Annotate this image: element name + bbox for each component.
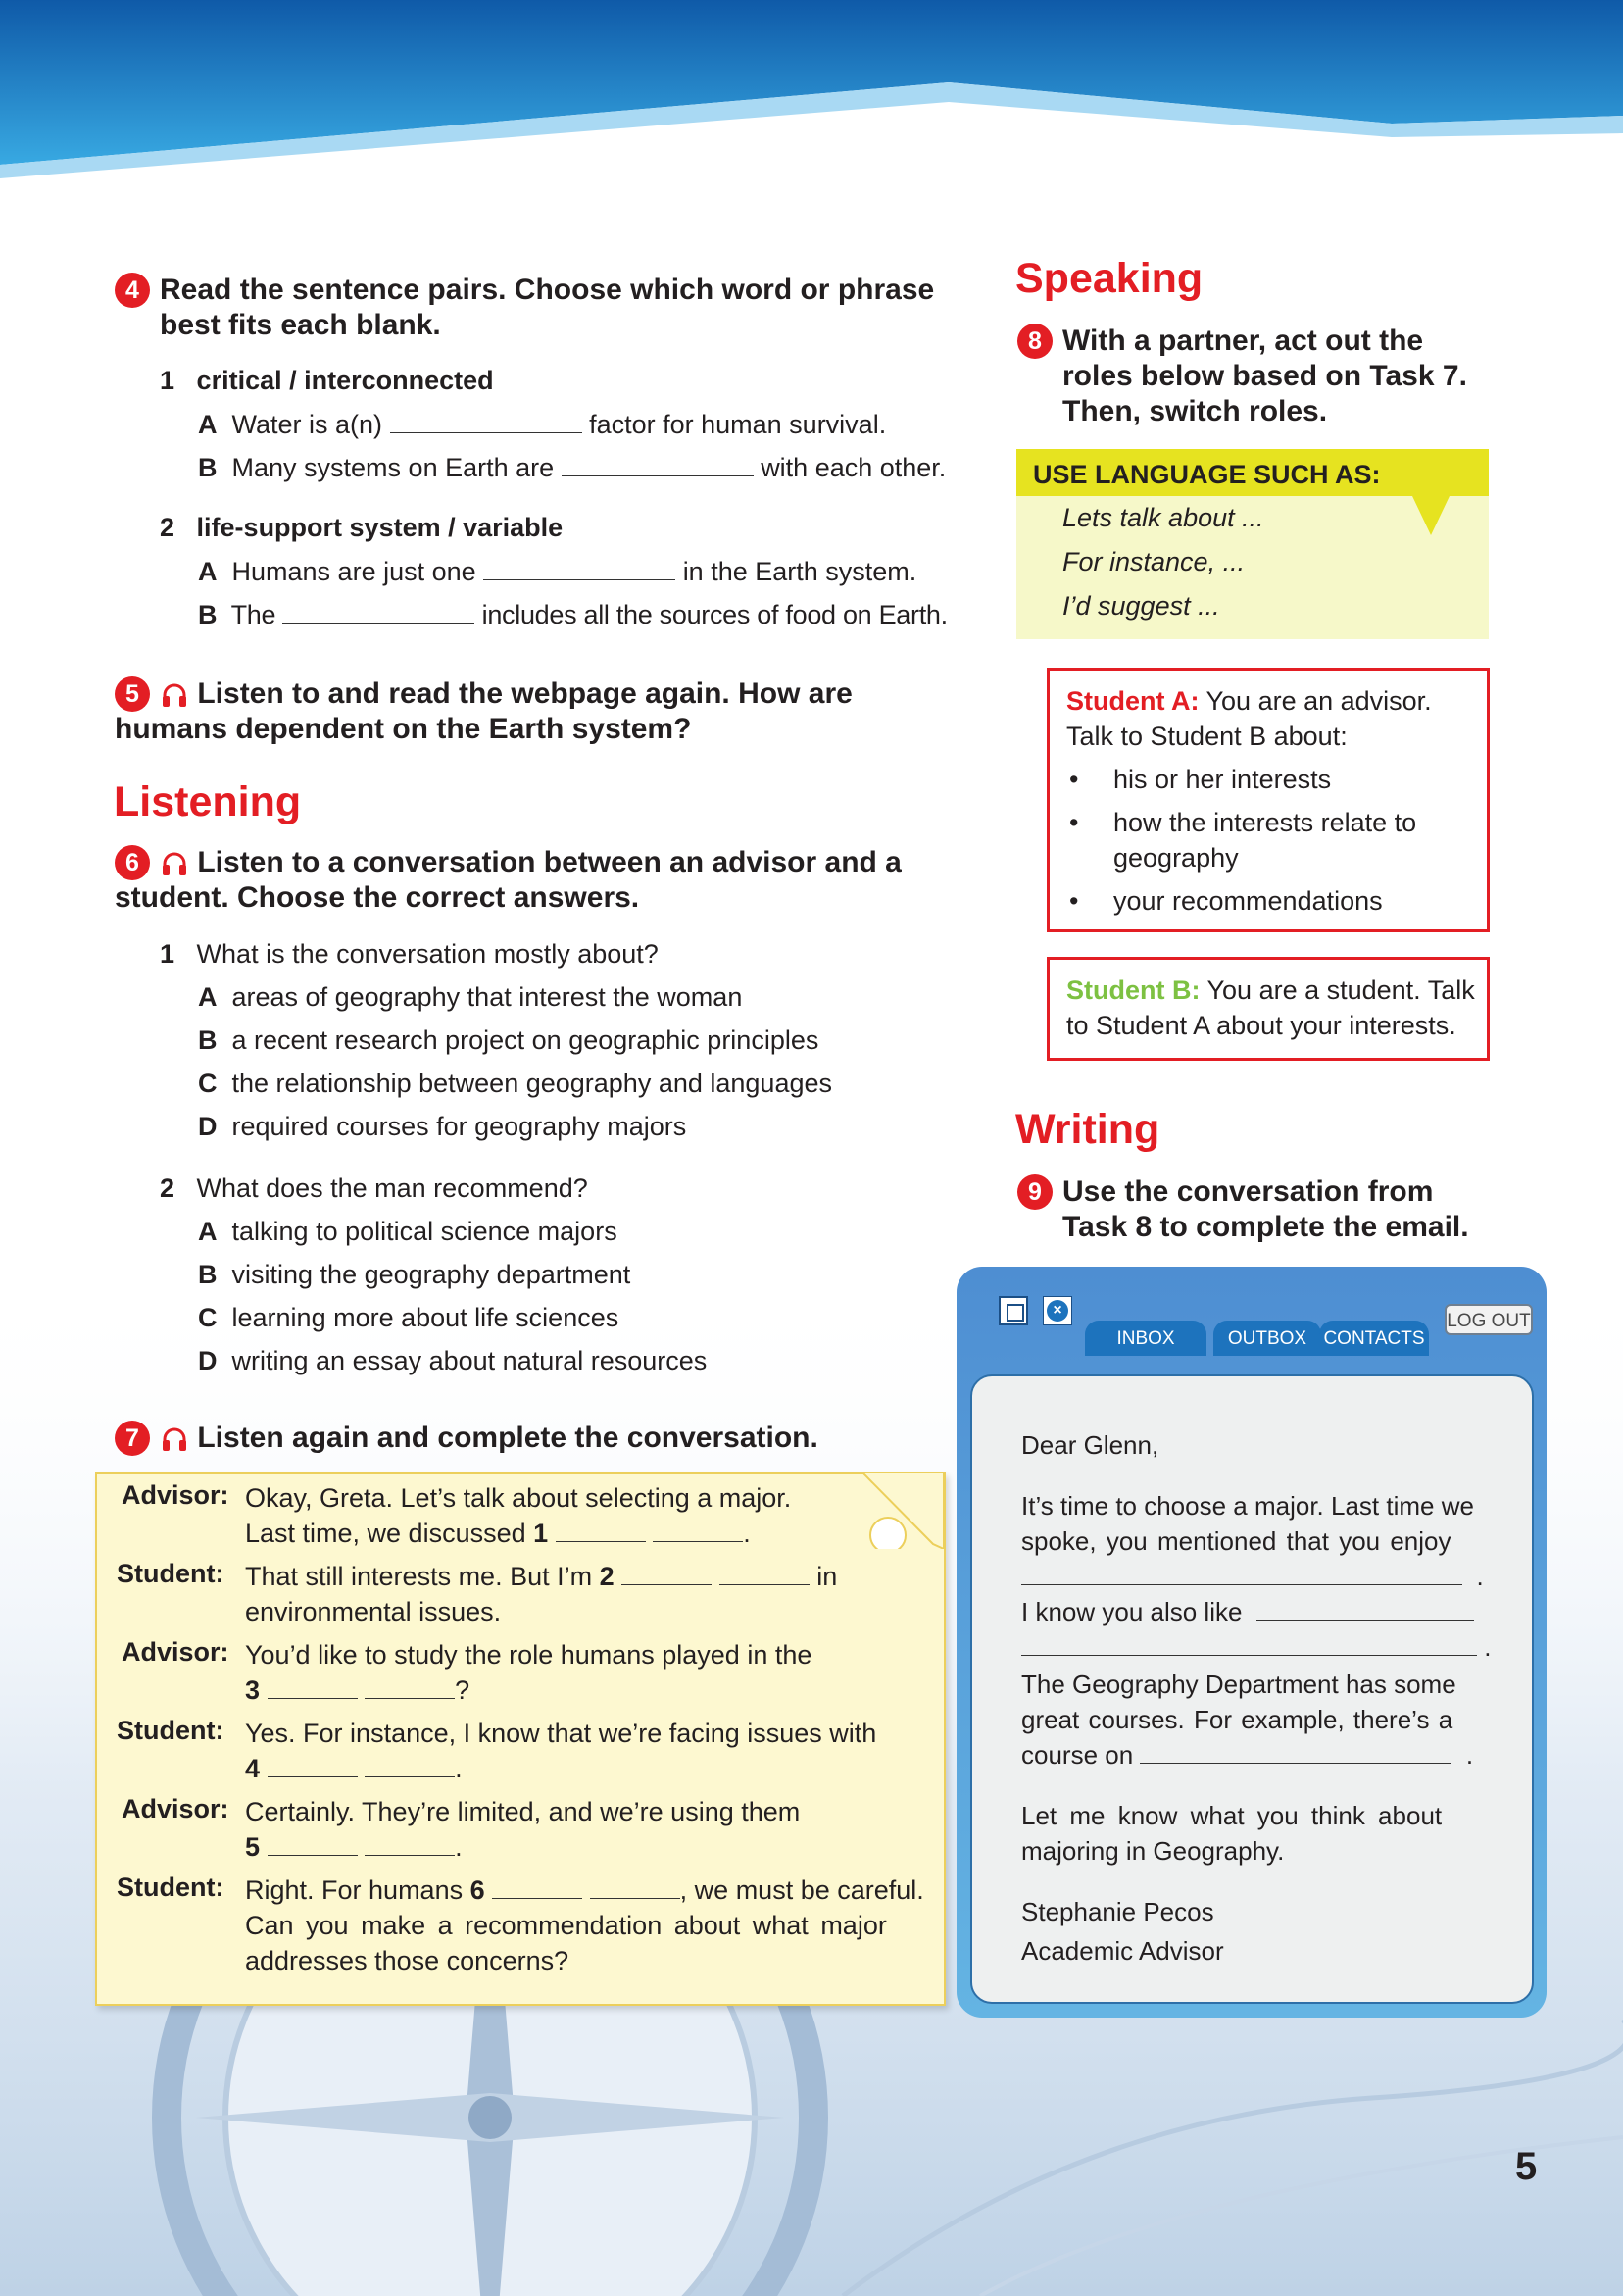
task-5-instruction xyxy=(115,676,958,747)
conversation-line: You’d like to study the role humans played in the xyxy=(245,1640,812,1670)
close-icon[interactable]: × xyxy=(1043,1296,1072,1325)
task-6-question-2: 2 What does the man recommend? xyxy=(160,1173,588,1203)
speaker-label: Advisor: xyxy=(122,1794,229,1823)
useful-phrase: I’d suggest ... xyxy=(1062,591,1220,621)
task-number-badge: 8 xyxy=(1017,324,1053,359)
answer-blank[interactable] xyxy=(365,1831,455,1856)
email-greeting: Dear Glenn, xyxy=(1021,1430,1159,1460)
email-signature-name: Stephanie Pecos xyxy=(1021,1897,1214,1926)
email-line: . xyxy=(1021,1629,1491,1665)
email-line: The Geography Department has some xyxy=(1021,1670,1456,1699)
useful-phrase: Lets talk about ... xyxy=(1062,503,1264,532)
task-number-badge: 5 xyxy=(115,676,150,712)
email-signature-title: Academic Advisor xyxy=(1021,1936,1224,1966)
answer-blank[interactable] xyxy=(621,1561,712,1585)
conversation-line: Can you make a recommendation about what major xyxy=(245,1911,887,1940)
task-6-q2-option-b[interactable]: B visiting the geography department xyxy=(198,1260,631,1289)
conversation-line: That still interests me. But I’m 2 in xyxy=(245,1562,838,1591)
task-6-q2-option-d[interactable]: D writing an essay about natural resources xyxy=(198,1346,708,1375)
useful-phrase: For instance, ... xyxy=(1062,547,1246,576)
conversation-line: Okay, Greta. Let’s talk about selecting a major. xyxy=(245,1483,792,1513)
answer-blank[interactable] xyxy=(653,1518,743,1542)
headphones-icon xyxy=(160,849,189,878)
student-a-role-card: Student A: You are an advisor. Talk to Student B about: • his or her interests • how the interests relate to geography • your recommendations xyxy=(1047,668,1490,932)
answer-blank[interactable] xyxy=(1140,1739,1451,1764)
tab-outbox[interactable]: OUTBOX xyxy=(1213,1321,1321,1356)
writing-section-title: Writing xyxy=(1015,1106,1160,1153)
task-6-q1-option-c[interactable]: C the relationship between geography and languages xyxy=(198,1069,832,1098)
answer-blank[interactable] xyxy=(282,599,474,624)
email-line: majoring in Geography. xyxy=(1021,1836,1285,1866)
logout-button[interactable]: LOG OUT xyxy=(1445,1304,1533,1335)
page-number: 5 xyxy=(1515,2145,1538,2188)
conversation-line: addresses those concerns? xyxy=(245,1946,569,1975)
task-4-item-2a: A Humans are just one in the Earth system. xyxy=(198,557,917,586)
email-line: great courses. For example, there’s a xyxy=(1021,1705,1453,1734)
speaker-label: Student: xyxy=(117,1716,224,1745)
email-line: It’s time to choose a major. Last time we xyxy=(1021,1491,1474,1521)
conversation-line: Last time, we discussed 1 . xyxy=(245,1519,751,1548)
conversation-line: environmental issues. xyxy=(245,1597,502,1626)
useful-language-heading: USE LANGUAGE SUCH AS: xyxy=(1016,449,1489,496)
task-number-badge: 4 xyxy=(115,273,150,308)
task-6-q1-option-a[interactable]: A areas of geography that interest the woman xyxy=(198,982,743,1012)
window-control-square[interactable] xyxy=(999,1296,1028,1325)
conversation-line: Yes. For instance, I know that we’re facing issues with xyxy=(245,1719,877,1748)
speaker-label: Student: xyxy=(117,1559,224,1588)
task-6-instruction xyxy=(115,845,958,916)
answer-blank[interactable] xyxy=(590,1874,680,1899)
paper-fold-corner xyxy=(862,1461,951,1549)
task-4-item-1a: A Water is a(n) factor for human survival. xyxy=(198,410,887,439)
task-4-instruction xyxy=(115,273,958,343)
speaker-label: Advisor: xyxy=(122,1637,229,1667)
task-6-question-1: 1 What is the conversation mostly about? xyxy=(160,939,659,969)
task-6-q1-option-b[interactable]: B a recent research project on geographic principles xyxy=(198,1025,819,1055)
student-b-label: Student B: xyxy=(1066,975,1201,1005)
email-line: spoke, you mentioned that you enjoy xyxy=(1021,1526,1451,1556)
role-bullet: • xyxy=(1069,808,1079,837)
email-line: course on . xyxy=(1021,1740,1474,1770)
answer-blank[interactable] xyxy=(268,1674,358,1699)
answer-blank[interactable] xyxy=(365,1753,455,1777)
answer-blank[interactable] xyxy=(556,1518,646,1542)
task-7-instruction: 7 Listen again and complete the conversation. xyxy=(115,1421,958,1456)
task-6-q2-option-c[interactable]: C learning more about life sciences xyxy=(198,1303,619,1332)
answer-blank[interactable] xyxy=(268,1753,358,1777)
conversation-line: 3 ? xyxy=(245,1675,470,1705)
useful-language-box xyxy=(1016,449,1489,639)
answer-blank[interactable] xyxy=(365,1674,455,1699)
student-a-label: Student A: xyxy=(1066,686,1200,716)
answer-blank[interactable] xyxy=(390,409,582,433)
header-banner xyxy=(0,0,1623,186)
answer-blank[interactable] xyxy=(492,1874,582,1899)
answer-blank[interactable] xyxy=(1021,1561,1462,1585)
task-4-item-1b: B Many systems on Earth are with each other. xyxy=(198,453,947,482)
conversation-line: 4 . xyxy=(245,1754,463,1783)
task-6-instruction-line-1: Listen to a conversation between an advisor and a xyxy=(197,846,902,878)
task-number-badge: 6 xyxy=(115,845,150,880)
headphones-icon xyxy=(160,680,189,710)
tab-inbox[interactable]: INBOX xyxy=(1085,1321,1206,1356)
task-6-q2-option-a[interactable]: A talking to political science majors xyxy=(198,1217,617,1246)
conversation-line: Certainly. They’re limited, and we’re using them xyxy=(245,1797,801,1826)
speaker-label: Student: xyxy=(117,1872,224,1902)
email-line: Let me know what you think about xyxy=(1021,1801,1443,1830)
task-number-badge: 9 xyxy=(1017,1174,1053,1210)
task-4-instruction-line-2: best fits each blank. xyxy=(160,309,441,341)
conversation-line: 5 . xyxy=(245,1832,463,1862)
listening-section-title: Listening xyxy=(114,778,302,825)
task-9-instruction: 9 Use the conversation from Task 8 to complete the email. xyxy=(1017,1174,1507,1245)
headphones-icon xyxy=(160,1424,189,1454)
task-6-q1-option-d[interactable]: D required courses for geography majors xyxy=(198,1112,687,1141)
conversation-line: Right. For humans 6 , we must be careful. xyxy=(245,1875,924,1905)
tab-contacts[interactable]: CONTACTS xyxy=(1319,1321,1429,1356)
task-4-item-2b: B The includes all the sources of food on Earth. xyxy=(198,600,948,629)
answer-blank[interactable] xyxy=(268,1831,358,1856)
task-5-instruction-line-2: humans dependent on the Earth system? xyxy=(115,713,692,745)
task-number-badge: 7 xyxy=(115,1421,150,1456)
student-b-role-card: Student B: You are a student. Talk to Student A about your interests. xyxy=(1047,957,1490,1061)
answer-blank[interactable] xyxy=(483,556,675,580)
answer-blank[interactable] xyxy=(1256,1596,1474,1621)
task-5-instruction-line-1: Listen to and read the webpage again. How are xyxy=(197,677,853,710)
task-4-item-1-heading: 1 critical / interconnected xyxy=(160,366,494,395)
speech-pointer xyxy=(1412,496,1450,535)
answer-blank[interactable] xyxy=(1021,1631,1477,1656)
task-4-instruction-line-1: Read the sentence pairs. Choose which word or phrase xyxy=(160,274,935,306)
role-bullet: • xyxy=(1069,765,1079,794)
email-line: I know you also like xyxy=(1021,1594,1474,1629)
email-line: . xyxy=(1021,1559,1484,1594)
task-4-item-2-heading: 2 life-support system / variable xyxy=(160,513,564,542)
role-bullet: • xyxy=(1069,886,1079,916)
speaking-section-title: Speaking xyxy=(1015,255,1204,302)
task-6-instruction-line-2: student. Choose the correct answers. xyxy=(115,881,640,914)
task-8-instruction: 8 With a partner, act out the roles below based on Task 7. Then, switch roles. xyxy=(1017,324,1507,429)
answer-blank[interactable] xyxy=(562,452,754,476)
speaker-label: Advisor: xyxy=(122,1480,229,1510)
answer-blank[interactable] xyxy=(719,1561,810,1585)
